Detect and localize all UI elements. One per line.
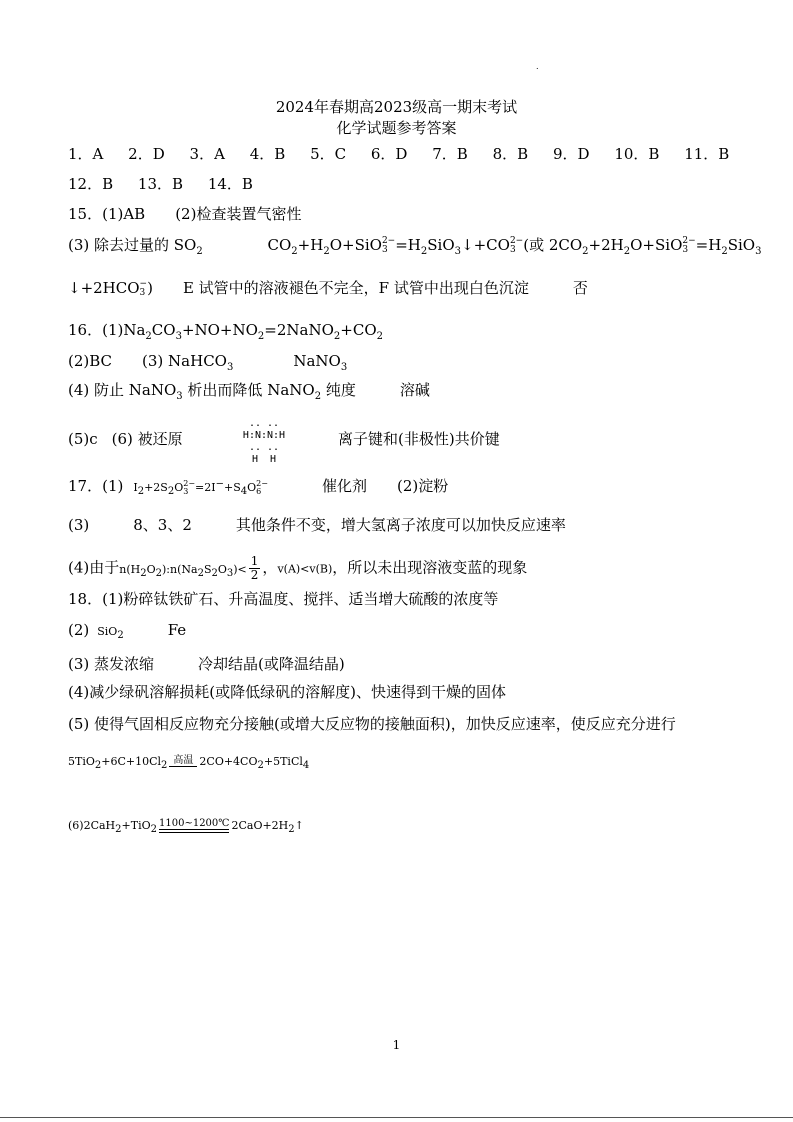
mc-answer: 4．B xyxy=(249,145,286,163)
q15-answer-no: 否 xyxy=(572,279,588,297)
mc-answer: 9．D xyxy=(552,145,590,163)
q18-line5: (5) 使得气固相反应物充分接触(或增大反应物的接触面积)，加快反应速率，使反应充分进行 xyxy=(68,715,676,733)
mc-answer: 14．B xyxy=(207,175,253,193)
q18-equation5: $5TiO_2+6C+10Cl_2$ 高温 $2CO+4CO_2+5TiCl_4$ xyxy=(68,755,310,772)
hydrazine-electron-formula: .. .. H:N:N:H .. .. H H xyxy=(242,418,286,465)
mc-answer: 2．D xyxy=(128,145,165,163)
q15-part2: (2)检查装置气密性 xyxy=(175,205,302,223)
stray-dot: . xyxy=(536,62,539,71)
q18-line4: (4)减少绿矾溶解损耗(或降低绿矾的溶解度)、快速得到干燥的固体 xyxy=(68,683,506,701)
q17-line2: (3) 8、3、2 其他条件不变，增大氢离子浓度可以加快反应速率 xyxy=(68,516,566,534)
mc-answer: 3．A xyxy=(189,145,225,163)
reaction-condition: 1100~1200℃ xyxy=(159,818,229,833)
q16-line3: (4) 防止 NaNO$_3$ 析出而降低 NaNO$_2$ 纯度 溶碱 xyxy=(68,381,430,402)
mc-answer: 5．C xyxy=(310,145,347,163)
mc-answer: 10．B xyxy=(614,145,660,163)
page-number: 1 xyxy=(392,1038,401,1052)
q17-equation: $I_2+2S_2O$ 2− 3 $=2I^-+S_4O$ 2− 6 xyxy=(133,478,268,498)
sub: 2 xyxy=(196,246,203,257)
q18-line3: (3) 蒸发浓缩 冷却结晶(或降温结晶) xyxy=(68,655,345,673)
q15-observation: E 试管中的溶液褪色不完全，F 试管中出现白色沉淀 xyxy=(182,279,529,297)
q15-line2 xyxy=(68,235,761,255)
q15-equation: $CO_2+H_2O+SiO$ 2− 3 $=H_2SiO_3↓+CO$ 2− 3 (或 $2CO_2+2H_2O+SiO$ 2− 3 $=H_2SiO_3$ xyxy=(267,236,762,257)
q16-line4: (5)c (6) 被还原 xyxy=(68,430,183,448)
reaction-condition: 高温 xyxy=(169,755,197,769)
q15-line1 xyxy=(68,204,301,224)
q16-line2: (2)BC (3) NaHCO$_3$ NaNO$_3$ xyxy=(68,352,348,373)
mc-answer: 13．B xyxy=(137,175,184,193)
mc-answer: 8．B xyxy=(492,145,529,163)
bottom-rule xyxy=(0,1117,793,1118)
q15-part1: 15．(1)AB xyxy=(68,205,146,223)
mc-answer: 11．B xyxy=(684,145,730,163)
q15-label: (3) 除去过量的 SO xyxy=(68,236,197,254)
q18-line2: (2) SiO$_2$ Fe xyxy=(68,621,187,642)
q17-line3: (4)由于$n(H_2O_2):n(Na_2S_2O_3)<$ $\frac{1}{2}$ ，v(A)<v(B)，所以未出现溶液变蓝的现象 xyxy=(68,554,528,582)
fraction-one-half: $\frac{1}{2}$ xyxy=(250,554,259,582)
mc-answer: 1．A xyxy=(68,145,104,163)
q15-line3: ↓+2HCO − 3 ) E 试管中的溶液褪色不完全，F 试管中出现白色沉淀 否 xyxy=(68,279,588,298)
mc-answer: 7．B xyxy=(432,145,468,163)
q18-line1: 18．(1)粉碎钛铁矿石、升高温度、搅拌、适当增大硫酸的浓度等 xyxy=(68,590,499,608)
q16-line1: 16．$(1)Na_2CO_3+NO+NO_2=2NaNO_2+CO_2$ xyxy=(68,321,383,342)
q16-bond-type: 离子键和(非极性)共价键 xyxy=(338,430,500,448)
q18-equation6: (6)2CaH$_2$+TiO$_2$ 1100~1200℃ $2CaO+2H_2↑$ xyxy=(68,817,304,836)
mc-answer: 12．B xyxy=(68,175,114,193)
exam-title: 2024年春期高2023级高一期末考试 xyxy=(275,98,518,116)
mc-answers-row2 xyxy=(68,174,253,194)
mc-answers-row1 xyxy=(68,144,729,164)
q17-line1: 17．(1) $I_2+2S_2O$ 2− 3 $=2I^-+S_4O$ 2− 6 催化剂 (2)淀粉 xyxy=(68,477,449,498)
mc-answer: 6．D xyxy=(370,145,408,163)
exam-subtitle: 化学试题参考答案 xyxy=(336,119,457,137)
